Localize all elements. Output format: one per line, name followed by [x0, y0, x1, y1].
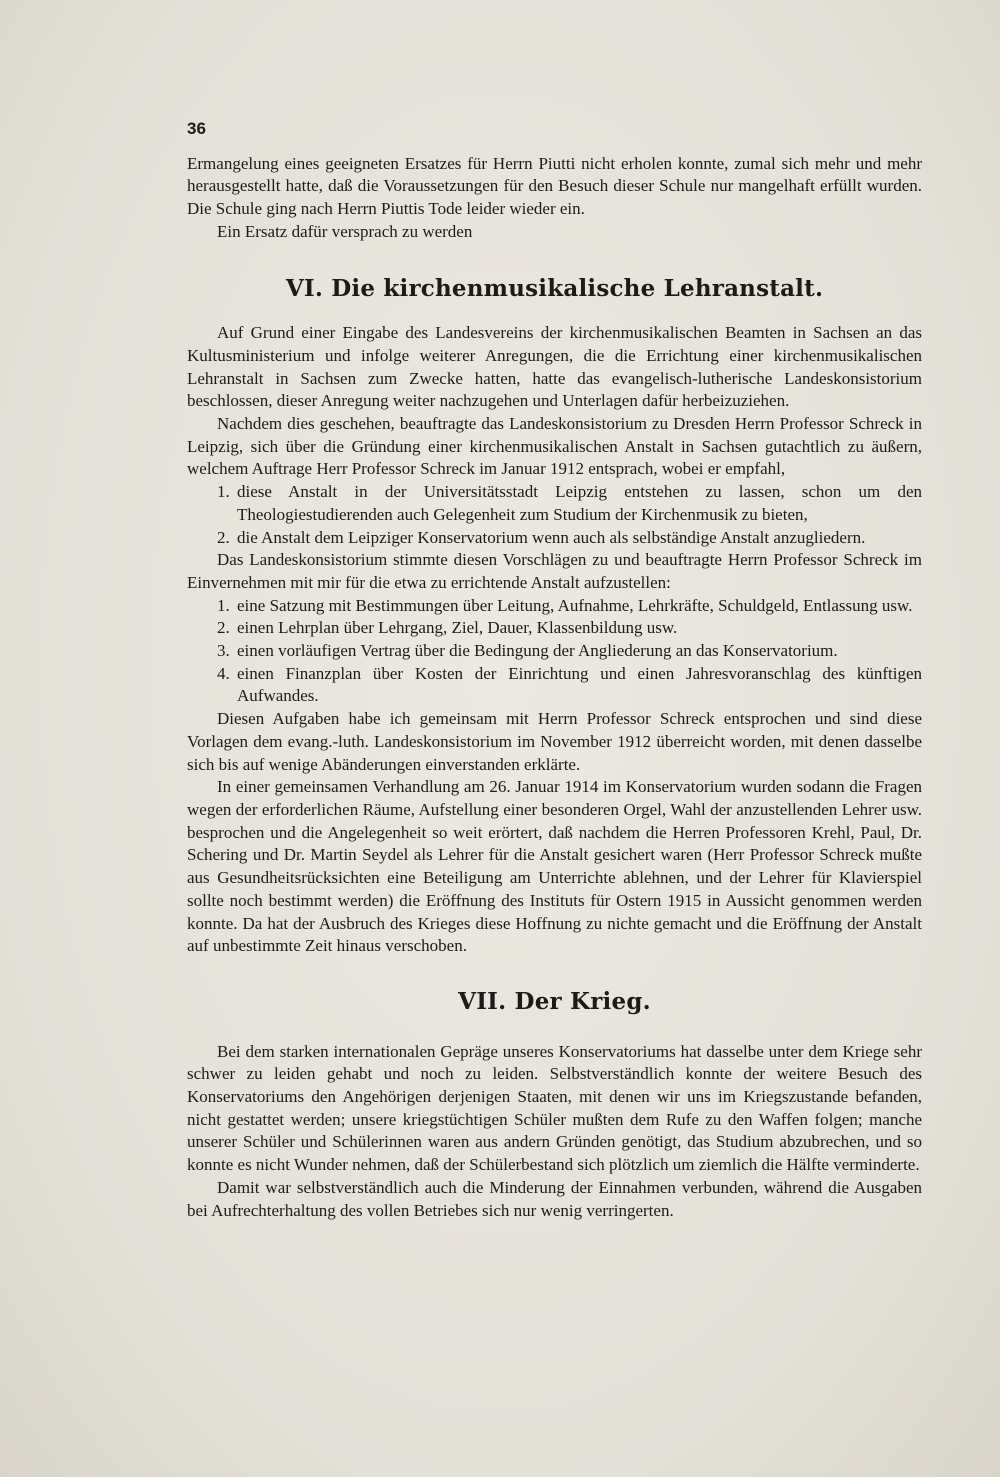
list-item: [187, 663, 922, 708]
list-item-text: einen vorläufigen Vertrag über die Bedingung der Angliederung an das Konservatorium.: [237, 641, 838, 661]
list-item-number: 1.: [217, 595, 230, 615]
list-item-text: eine Satzung mit Bestimmungen über Leitung, Aufnahme, Lehrkräfte, Schuldgeld, Entlassung usw.: [237, 595, 913, 615]
section-6-paragraph-1: Auf Grund einer Eingabe des Landesvereins der kirchenmusikalischen Beamten in Sachsen an das Kultusministerium und infolge weiterer Anregungen, die die Errichtung einer kirchenmusikalischen Lehranstalt in Sachsen zum Zwecke hatten, hatte das evangelisch-lutherische Landeskonsistorium beschlossen, dieser Anregung weiter nachzugehen und Unterlagen dafür herbeizuziehen.: [187, 323, 922, 411]
recommendation-list: [187, 481, 922, 549]
section-7-paragraph-1: Bei dem starken internationalen Gepräge unseres Konservatoriums hat dasselbe unter dem Kriege sehr schwer zu leiden gehabt und noch zu leiden. Selbstverständlich konnte der weitere Besuch des Konservatoriums den Angehörigen derjenigen Staaten, mit denen wir uns im Kriegszustande befanden, nicht gestattet werden; unsere kriegstüchtigen Schüler mußten dem Rufe zu den Waffen folgen; manche unserer Schüler und Schülerinnen waren aus andern Gründen genötigt, das Studium abzubrechen, und so konnte es nicht Wunder nehmen, daß der Schülerbestand sich plötzlich um ziemlich die Hälfte verminderte.: [187, 1041, 922, 1175]
section-7-heading: VII. Der Krieg.: [458, 987, 651, 1015]
section-7-paragraph-2: Damit war selbstverständlich auch die Minderung der Einnahmen verbunden, während die Ausgaben bei Aufrechterhaltung des vollen Betriebes sich nur wenig verringerten.: [187, 1177, 922, 1220]
list-item: [187, 617, 922, 640]
list-item: [187, 481, 922, 526]
list-item-number: 2.: [217, 527, 230, 547]
page-content: [187, 118, 922, 1222]
list-item-number: 2.: [217, 618, 230, 638]
list-item-text: einen Lehrplan über Lehrgang, Ziel, Dauer, Klassenbildung usw.: [237, 618, 678, 638]
list-item: [187, 640, 922, 663]
list-item-number: 3.: [217, 641, 230, 661]
section-6-paragraph-5: In einer gemeinsamen Verhandlung am 26. Januar 1914 im Konservatorium wurden sodann die Fragen wegen der erforderlichen Räume, Aufstellung einer besonderen Orgel, Wahl der anzustellenden Lehrer usw. besprochen und die Angelegenheit so weit erörtert, daß nachdem die Herren Professoren Krehl, Paul, Dr. Schering und Dr. Martin Seydel als Lehrer für die Anstalt gesichert waren (Herr Professor Schreck mußte aus Gesundheitsrücksichten eine Beteiligung am Unterrichte ablehnen, und der Lehrer für Klavierspiel sollte noch bestimmt werden) die Eröffnung des Instituts für Ostern 1915 in Aussicht genommen werden konnte. Da hat der Ausbruch des Krieges diese Hoffnung zu nichte gemacht und die Eröffnung der Anstalt auf unbestimmte Zeit hinaus verschoben.: [187, 777, 922, 956]
list-item: [187, 595, 922, 618]
list-item-text: einen Finanzplan über Kosten der Einrichtung und einen Jahresvoranschlag des künftigen Aufwandes.: [237, 663, 922, 706]
list-item-number: 1.: [217, 482, 230, 502]
section-6-heading: VI. Die kirchenmusikalische Lehranstalt.: [285, 274, 824, 302]
list-item-text: diese Anstalt in der Universitätsstadt Leipzig entstehen zu lassen, schon um den Theologiestudierenden auch Gelegenheit zum Studium der Kirchenmusik zu bieten,: [237, 482, 922, 524]
intro-paragraph-2: Ein Ersatz dafür versprach zu werden: [217, 221, 473, 241]
section-6-paragraph-4: Diesen Aufgaben habe ich gemeinsam mit Herrn Professor Schreck entsprochen und sind diese Vorlagen dem evang.-luth. Landeskonsistorium im November 1912 überreicht worden, mit denen dasselbe sich bis auf wenige Abänderungen einverstanden erklärte.: [187, 709, 922, 774]
section-6-paragraph-2: Nachdem dies geschehen, beauftragte das Landeskonsistorium zu Dresden Herrn Professor Schreck in Leipzig, sich über die Gründung einer kirchenmusikalischen Anstalt in Sachsen gutachtlich zu äußern, welchem Auftrage Herr Professor Schreck im Januar 1912 entsprach, wobei er empfahl,: [187, 414, 922, 479]
list-item-text: die Anstalt dem Leipziger Konservatorium wenn auch als selbständige Anstalt anzugliedern.: [237, 527, 866, 547]
section-6-paragraph-3: Das Landeskonsistorium stimmte diesen Vorschlägen zu und beauftragte Herrn Professor Schreck im Einvernehmen mit mir für die etwa zu errichtende Anstalt aufzustellen:: [187, 550, 922, 592]
page-number: 36: [187, 119, 206, 138]
intro-paragraph-1: Ermangelung eines geeigneten Ersatzes für Herrn Piutti nicht erholen konnte, zumal sich mehr und mehr herausgestellt hatte, daß die Voraussetzungen für den Besuch dieser Schule nur mangelhaft erfüllt wurden. Die Schule ging nach Herrn Piuttis Tode leider wieder ein.: [187, 153, 922, 219]
list-item-number: 4.: [217, 663, 230, 683]
list-item: [187, 527, 922, 550]
task-list: [187, 595, 922, 709]
